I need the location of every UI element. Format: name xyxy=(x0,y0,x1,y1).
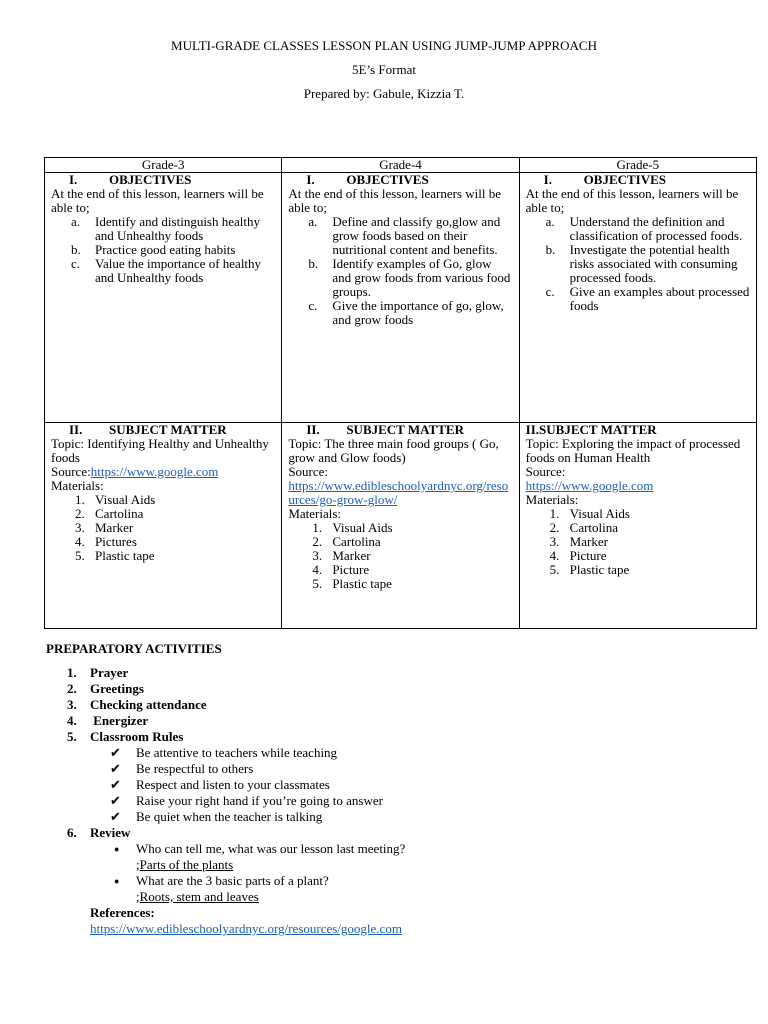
source-label: Source: xyxy=(525,464,566,479)
list-item: 2. Cartolina xyxy=(75,506,144,521)
list-item: 2. Greetings xyxy=(67,681,144,696)
objectives-cell-grade-4 xyxy=(282,173,519,423)
lesson-plan-table xyxy=(44,157,757,629)
review-questions xyxy=(46,841,746,905)
list-item: 1. Visual Aids xyxy=(549,506,630,521)
document-format: 5E’s Format xyxy=(352,62,416,77)
list-item: 4. Energizer xyxy=(67,713,149,728)
list-item: 5. Classroom Rules xyxy=(67,729,184,744)
list-item: 2. Cartolina xyxy=(312,534,381,549)
list-item: 5. Plastic tape xyxy=(75,548,155,563)
source-link[interactable]: https://www.google.com xyxy=(90,464,219,479)
list-item: 4. Picture xyxy=(549,548,607,563)
checkmark-icon: ✔ xyxy=(110,761,121,776)
review-answer: ;Parts of the plants xyxy=(136,857,234,872)
rule-item: ✔ Be quiet when the teacher is talking xyxy=(110,809,323,824)
source-line: Source:https://www.google.com xyxy=(51,464,219,479)
objectives-cell-grade-3 xyxy=(45,173,282,423)
section-heading: II. SUBJECT MATTER xyxy=(69,422,227,437)
objectives-cell-grade-5 xyxy=(519,173,756,423)
objectives-list xyxy=(51,215,275,285)
rule-item: ✔ Raise your right hand if you’re going to answer xyxy=(110,793,383,808)
materials-list xyxy=(526,507,750,577)
checkmark-icon: ✔ xyxy=(110,793,121,808)
review-question: ● What are the 3 basic parts of a plant? xyxy=(114,873,329,888)
rule-item: ✔ Be attentive to teachers while teaching xyxy=(110,745,338,760)
list-item: c. Give the importance of go, glow, and grow foods xyxy=(308,298,504,327)
list-item: 1. Visual Aids xyxy=(312,520,393,535)
review-question: ● Who can tell me, what was our lesson last meeting? xyxy=(114,841,406,856)
objectives-list xyxy=(526,215,750,313)
checkmark-icon: ✔ xyxy=(110,777,121,792)
bullet-icon: ● xyxy=(114,844,120,854)
materials-label: Materials: xyxy=(51,478,104,493)
section-heading: PREPARATORY ACTIVITIES xyxy=(46,641,222,656)
list-item: b. Investigate the potential health risks associated with consuming processed foods. xyxy=(545,242,738,285)
list-item: a. Identify and distinguish healthy and Unhealthy foods xyxy=(71,214,261,243)
materials-list xyxy=(51,493,275,563)
grade-header-cell: Grade-4 xyxy=(282,158,519,173)
subject-cell-grade-5 xyxy=(519,423,756,629)
references-link[interactable]: https://www.edibleschoolyardnyc.org/resources/google.com xyxy=(90,921,402,936)
subject-matter-row xyxy=(45,423,757,629)
grade-header-cell: Grade-5 xyxy=(519,158,756,173)
list-item: 4. Picture xyxy=(312,562,370,577)
topic-text: Topic: Exploring the impact of processed foods on Human Health xyxy=(525,436,741,465)
list-item: 3. Marker xyxy=(312,548,371,563)
objectives-intro: At the end of this lesson, learners will be able to; xyxy=(525,186,739,215)
list-item: 6. Review xyxy=(67,825,131,840)
objectives-intro: At the end of this lesson, learners will be able to; xyxy=(51,186,264,215)
section-heading: II.SUBJECT MATTER xyxy=(525,422,657,437)
classroom-rules-list xyxy=(46,745,746,825)
list-item: c. Value the importance of healthy and Unhealthy foods xyxy=(71,256,262,285)
list-item: 1. Prayer xyxy=(67,665,129,680)
source-link[interactable]: https://www.google.com xyxy=(525,478,654,493)
topic-text: Topic: The three main food groups ( Go, grow and Glow foods) xyxy=(288,436,499,465)
preparatory-activities xyxy=(46,641,746,937)
rule-item: ✔ Respect and listen to your classmates xyxy=(110,777,330,792)
list-item: b. Identify examples of Go, glow and grow foods from various food groups. xyxy=(308,256,511,299)
section-heading: II. SUBJECT MATTER xyxy=(306,422,464,437)
checkmark-icon: ✔ xyxy=(110,809,121,824)
source-link[interactable]: https://www.edibleschoolyardnyc.org/resources/go-grow-glow/ xyxy=(288,478,509,507)
section-heading: I. OBJECTIVES xyxy=(69,172,192,187)
source-label: Source: xyxy=(288,464,329,479)
list-item: 1. Visual Aids xyxy=(75,492,156,507)
prepared-by: Prepared by: Gabule, Kizzia T. xyxy=(303,86,465,101)
section-heading: I. OBJECTIVES xyxy=(306,172,429,187)
rule-item: ✔ Be respectful to others xyxy=(110,761,254,776)
references-label: References: xyxy=(90,905,155,920)
list-item: 3. Marker xyxy=(75,520,134,535)
objectives-list xyxy=(288,215,512,327)
list-item: a. Understand the definition and classification of processed foods. xyxy=(545,214,743,243)
materials-label: Materials: xyxy=(288,506,342,521)
list-item: 3. Marker xyxy=(549,534,608,549)
list-item: b. Practice good eating habits xyxy=(71,242,236,257)
list-item: 2. Cartolina xyxy=(549,520,619,535)
topic-text: Topic: Identifying Healthy and Unhealthy foods xyxy=(51,436,269,465)
list-item: 3. Checking attendance xyxy=(67,697,207,712)
bullet-icon: ● xyxy=(114,876,120,886)
materials-label: Materials: xyxy=(525,492,579,507)
subject-cell-grade-3 xyxy=(45,423,282,629)
document-title: MULTI-GRADE CLASSES LESSON PLAN USING JUMP-JUMP APPROACH xyxy=(171,38,597,53)
list-item: 5. Plastic tape xyxy=(549,562,630,577)
list-item: 4. Pictures xyxy=(75,534,137,549)
grade-header-cell: Grade-3 xyxy=(45,158,282,173)
grade-header-row xyxy=(45,158,757,173)
objectives-intro: At the end of this lesson, learners will be able to; xyxy=(288,186,501,215)
section-heading: I. OBJECTIVES xyxy=(543,172,667,187)
review-answer: ;Roots, stem and leaves xyxy=(136,889,259,904)
materials-list xyxy=(288,521,512,591)
list-item: c. Give an examples about processed foods xyxy=(545,284,750,313)
references xyxy=(46,905,746,937)
subject-cell-grade-4 xyxy=(282,423,519,629)
list-item: 5. Plastic tape xyxy=(312,576,392,591)
checkmark-icon: ✔ xyxy=(110,745,121,760)
list-item: a. Define and classify go,glow and grow foods based on their nutritional content and benefits. xyxy=(308,214,501,257)
objectives-row xyxy=(45,173,757,423)
